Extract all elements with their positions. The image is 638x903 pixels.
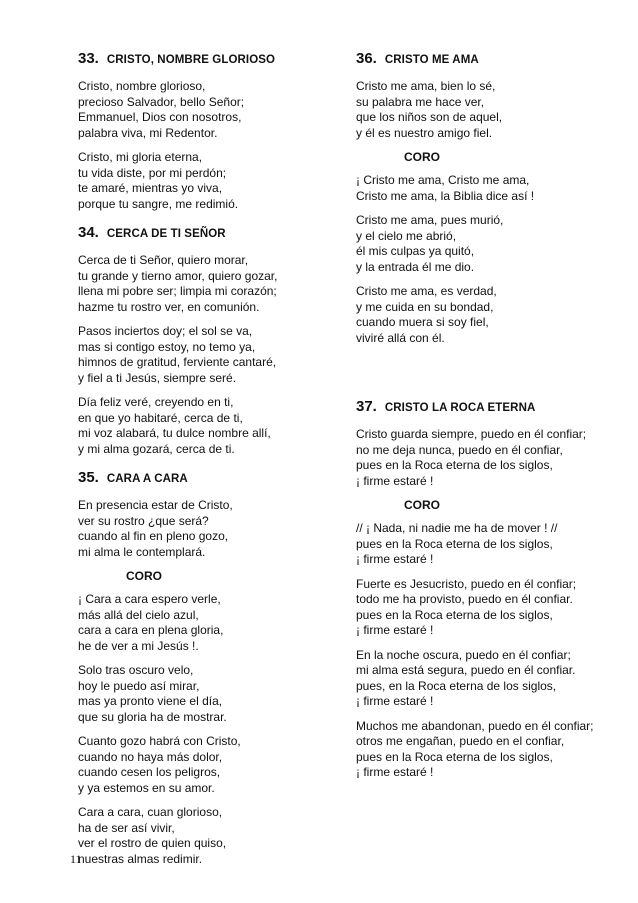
lyric-line: ¡ firme estaré ! — [356, 473, 434, 488]
lyric-line: tu vida diste, por mi perdón; — [78, 165, 227, 180]
song-number: 36. — [356, 50, 377, 67]
song-heading — [78, 224, 338, 241]
song-title: CARA A CARA — [106, 473, 188, 485]
stanza — [356, 521, 616, 568]
lyric-line: ¡ firme estaré ! — [356, 552, 434, 566]
lyric-line: Cara a cara, cuan glorioso, — [78, 805, 223, 819]
song-number: 37. — [356, 398, 377, 415]
lyric-line: ver el rostro de quien quiso, — [78, 836, 227, 850]
lyric-line: y la entrada él me dio. — [356, 259, 475, 274]
lyric-line: Cuanto gozo habrá con Cristo, — [78, 734, 241, 748]
stanza — [356, 213, 616, 275]
lyric-line: ¡ firme estaré ! — [356, 623, 434, 637]
lyric-line: él mis culpas ya quitó, — [356, 244, 475, 258]
stanza — [356, 719, 616, 781]
lyric-line: su palabra me hace ver, — [356, 94, 485, 109]
lyric-line: en que yo habitaré, cerca de ti, — [78, 410, 243, 425]
lyric-line: Cristo me ama, bien lo sé, — [356, 79, 496, 93]
lyric-line: no me deja nunca, puedo en él confiar, — [356, 442, 563, 457]
song-heading — [78, 469, 338, 486]
song-number: 33. — [78, 50, 99, 67]
stanza — [78, 498, 338, 560]
lyric-line: mas si contigo estoy, no temo ya, — [78, 339, 256, 354]
stanza — [356, 79, 616, 141]
stanza — [78, 150, 338, 212]
lyric-line: porque tu sangre, me redimió. — [78, 196, 239, 211]
song-35 — [78, 469, 338, 867]
lyric-line: hoy le puedo así mirar, — [78, 678, 200, 693]
lyric-line: Emmanuel, Dios con nosotros, — [78, 110, 242, 124]
lyric-line: cuando al fin en pleno gozo, — [78, 529, 229, 543]
lyric-line: ha de ser así vivir, — [78, 820, 175, 835]
lyric-line: cara a cara en plena gloria, — [78, 623, 224, 637]
lyric-line: y fiel a ti Jesús, siempre seré. — [78, 370, 237, 385]
lyric-line: he de ver a mi Jesús !. — [78, 638, 199, 653]
lyric-line: pues en la Roca eterna de los siglos, — [356, 458, 553, 472]
lyric-line: palabra viva, mi Redentor. — [78, 125, 218, 140]
lyric-line: Cristo, mi gloria eterna, — [78, 150, 203, 164]
lyric-line: cuando muera si soy fiel, — [356, 315, 489, 329]
lyric-line: y el cielo me abrió, — [356, 228, 457, 243]
song-title: CRISTO, NOMBRE GLORIOSO — [106, 54, 276, 66]
lyric-line: Pasos inciertos doy; el sol se va, — [78, 324, 253, 338]
lyric-line: ¡ firme estaré ! — [356, 765, 434, 779]
lyric-line: pues en la Roca eterna de los siglos, — [356, 607, 553, 622]
song-heading — [356, 398, 616, 415]
lyric-line: Fuerte es Jesucristo, puedo en él confiar; — [356, 576, 577, 591]
left-column — [78, 50, 338, 879]
lyric-line: mi alma está segura, puedo en él confiar. — [356, 663, 576, 677]
song-heading — [356, 50, 616, 67]
lyric-line: y él es nuestro amigo fiel. — [356, 125, 493, 140]
stanza — [356, 284, 616, 346]
lyric-line: pues en la Roca eterna de los siglos, — [356, 749, 553, 764]
lyric-line: himnos de gratitud, ferviente cantaré, — [78, 355, 277, 369]
lyric-line: Solo tras oscuro velo, — [78, 663, 194, 677]
lyric-line: cuando no haya más dolor, — [78, 749, 223, 764]
lyric-line: ¡ firme estaré ! — [356, 694, 434, 708]
lyric-line: viviré allá con él. — [356, 330, 445, 345]
lyric-line: pues, en la Roca eterna de los siglos, — [356, 678, 557, 693]
stanza — [356, 427, 616, 489]
lyric-line: Cristo me ama, la Biblia dice así ! — [356, 188, 535, 203]
lyric-line: Muchos me abandonan, puedo en él confiar; — [356, 718, 594, 733]
song-36 — [356, 50, 616, 346]
stanza — [78, 253, 338, 315]
lyric-line: Cristo me ama, es verdad, — [356, 284, 497, 298]
lyric-line: y mi alma gozará, cerca de ti. — [78, 441, 235, 456]
stanza — [78, 79, 338, 141]
stanza — [78, 395, 338, 457]
song-title: CRISTO LA ROCA ETERNA — [384, 402, 536, 414]
stanza — [356, 173, 616, 204]
chorus-label: CORO — [126, 569, 162, 583]
stanza — [78, 805, 338, 867]
lyric-line: que los niños son de aquel, — [356, 110, 503, 124]
stanza — [78, 592, 338, 654]
lyric-line: Cerca de ti Señor, quiero morar, — [78, 253, 249, 267]
song-34 — [78, 224, 338, 457]
chorus-label: CORO — [404, 150, 440, 164]
lyric-line: Cristo, nombre glorioso, — [78, 79, 206, 93]
lyric-line: llena mi pobre ser; limpia mi corazón; — [78, 284, 277, 298]
song-title: CRISTO ME AMA — [384, 54, 479, 66]
lyric-line: En presencia estar de Cristo, — [78, 498, 233, 512]
stanza — [78, 324, 338, 386]
lyric-line: ¡ Cristo me ama, Cristo me ama, — [356, 173, 530, 187]
lyric-line: pues en la Roca eterna de los siglos, — [356, 536, 553, 551]
lyric-line: hazme tu rostro ver, en comunión. — [78, 299, 260, 314]
page-number: 11 — [70, 852, 82, 866]
song-33 — [78, 50, 338, 212]
lyric-line: todo me ha provisto, puedo en él confiar. — [356, 592, 573, 606]
stanza — [356, 577, 616, 639]
lyric-line: y me cuida en su bondad, — [356, 299, 494, 314]
lyric-line: nuestras almas redimir. — [78, 851, 203, 866]
right-column — [356, 50, 616, 793]
lyric-line: más allá del cielo azul, — [78, 607, 199, 622]
lyric-line: ¡ Cara a cara espero verle, — [78, 592, 221, 606]
stanza — [78, 663, 338, 725]
lyric-line: ver su rostro ¿que será? — [78, 513, 209, 528]
song-number: 34. — [78, 224, 99, 241]
lyric-line: mas ya pronto viene el día, — [78, 694, 223, 708]
lyric-line: te amaré, mientras yo viva, — [78, 181, 223, 195]
lyric-line: Cristo guarda siempre, puedo en él confiar; — [356, 427, 587, 441]
lyric-line: Día feliz veré, creyendo en ti, — [78, 395, 234, 409]
lyric-line: // ¡ Nada, ni nadie me ha de mover ! // — [356, 521, 558, 535]
song-heading — [78, 50, 338, 67]
stanza — [78, 734, 338, 796]
lyric-line: tu grande y tierno amor, quiero gozar, — [78, 268, 278, 283]
lyric-line: otros me engañan, puedo en el confiar, — [356, 734, 565, 748]
lyric-line: En la noche oscura, puedo en él confiar; — [356, 647, 571, 662]
lyric-line: y ya estemos en su amor. — [78, 780, 215, 795]
chorus-label: CORO — [404, 498, 440, 512]
song-title: CERCA DE TI SEÑOR — [106, 228, 226, 240]
lyric-line: precioso Salvador, bello Señor; — [78, 94, 245, 109]
song-37 — [356, 358, 616, 781]
lyric-line: cuando cesen los peligros, — [78, 765, 221, 779]
song-number: 35. — [78, 469, 99, 486]
lyric-line: que su gloria ha de mostrar. — [78, 709, 227, 724]
lyric-line: Cristo me ama, pues murió, — [356, 213, 504, 227]
stanza — [356, 648, 616, 710]
lyric-line: mi voz alabará, tu dulce nombre allí, — [78, 426, 271, 440]
lyric-line: mi alma le contemplará. — [78, 544, 206, 559]
